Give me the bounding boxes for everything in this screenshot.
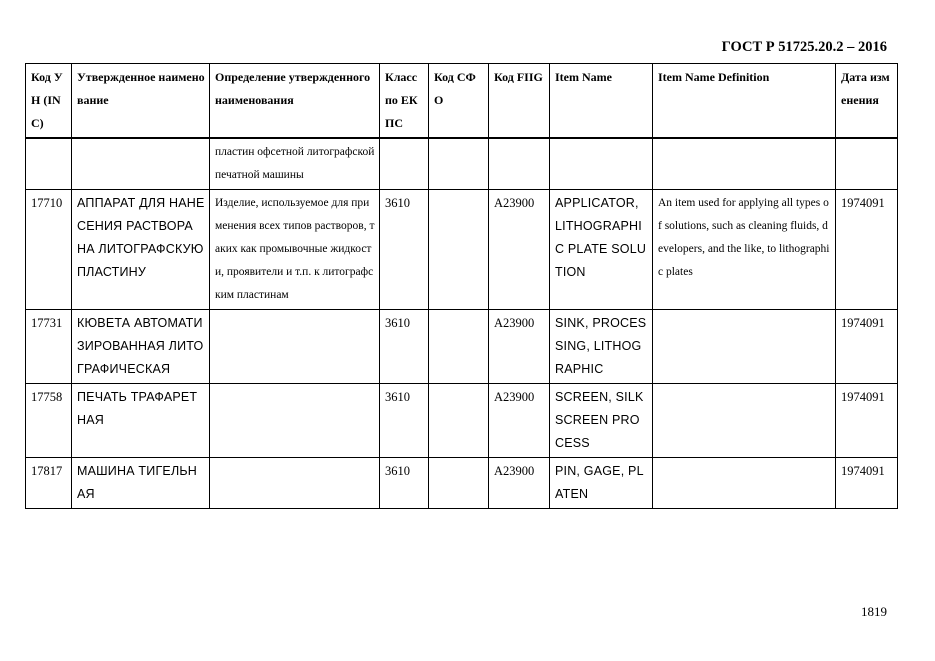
cell-name: КЮВЕТА АВТОМАТИЗИРОВАННАЯ ЛИТОГРАФИЧЕСКАЯ <box>72 310 210 384</box>
cell-sfo <box>429 458 489 509</box>
cell-inc: 17731 <box>26 310 72 384</box>
cell-class: 3610 <box>380 310 429 384</box>
cell-inc: 17817 <box>26 458 72 509</box>
cell-date: 1974091 <box>836 310 898 384</box>
cell-date: 1974091 <box>836 384 898 458</box>
cell-sfo <box>429 190 489 310</box>
cell-class <box>380 138 429 190</box>
cell-inc: 17710 <box>26 190 72 310</box>
page-number: 1819 <box>861 604 887 619</box>
cell-sfo <box>429 384 489 458</box>
cell-name: МАШИНА ТИГЕЛЬНАЯ <box>72 458 210 509</box>
column-header-inc: Код УН (INC) <box>26 64 72 139</box>
table-header-row <box>26 64 898 139</box>
table-row <box>26 190 898 310</box>
cell-item-definition <box>653 310 836 384</box>
cell-item-definition <box>653 458 836 509</box>
cell-sfo <box>429 138 489 190</box>
table-row <box>26 384 898 458</box>
cell-item-definition: An item used for applying all types of solutions, such as cleaning fluids, developers, and the like, to lithographic plates <box>653 190 836 310</box>
cell-item-definition <box>653 138 836 190</box>
cell-fiig: A23900 <box>489 384 550 458</box>
classification-table <box>25 63 898 509</box>
column-header-item-name: Item Name <box>550 64 653 139</box>
cell-item-definition <box>653 384 836 458</box>
column-header-item-definition: Item Name Definition <box>653 64 836 139</box>
cell-inc <box>26 138 72 190</box>
cell-item-name: PIN, GAGE, PLATEN <box>550 458 653 509</box>
table-row <box>26 310 898 384</box>
table-row <box>26 138 898 190</box>
column-header-fiig: Код FIIG <box>489 64 550 139</box>
cell-item-name <box>550 138 653 190</box>
cell-fiig: A23900 <box>489 190 550 310</box>
cell-item-name: APPLICATOR, LITHOGRAPHIC PLATE SOLUTION <box>550 190 653 310</box>
cell-date: 1974091 <box>836 458 898 509</box>
column-header-class: Класс по ЕКПС <box>380 64 429 139</box>
column-header-name: Утвержденное наименование <box>72 64 210 139</box>
cell-definition: Изделие, используемое для применения всех типов растворов, таких как промывочные жидкости, проявители и т.п. к литографским пластинам <box>210 190 380 310</box>
cell-definition <box>210 384 380 458</box>
cell-item-name: SINK, PROCESSING, LITHOGRAPHIC <box>550 310 653 384</box>
cell-definition: пластин офсетной литографской печатной машины <box>210 138 380 190</box>
cell-fiig: A23900 <box>489 458 550 509</box>
cell-sfo <box>429 310 489 384</box>
cell-name: АППАРАТ ДЛЯ НАНЕСЕНИЯ РАСТВОРА НА ЛИТОГРАФСКУЮ ПЛАСТИНУ <box>72 190 210 310</box>
cell-date: 1974091 <box>836 190 898 310</box>
cell-class: 3610 <box>380 190 429 310</box>
cell-definition <box>210 458 380 509</box>
cell-class: 3610 <box>380 458 429 509</box>
cell-name <box>72 138 210 190</box>
cell-date <box>836 138 898 190</box>
document-standard-title: ГОСТ Р 51725.20.2 – 2016 <box>721 39 887 55</box>
cell-fiig <box>489 138 550 190</box>
cell-class: 3610 <box>380 384 429 458</box>
cell-fiig: A23900 <box>489 310 550 384</box>
table-row <box>26 458 898 509</box>
cell-definition <box>210 310 380 384</box>
column-header-sfo: Код СФО <box>429 64 489 139</box>
column-header-date: Дата изменения <box>836 64 898 139</box>
column-header-definition: Определение утвержденного наименования <box>210 64 380 139</box>
cell-item-name: SCREEN, SILKSCREEN PROCESS <box>550 384 653 458</box>
cell-name: ПЕЧАТЬ ТРАФАРЕТНАЯ <box>72 384 210 458</box>
cell-inc: 17758 <box>26 384 72 458</box>
